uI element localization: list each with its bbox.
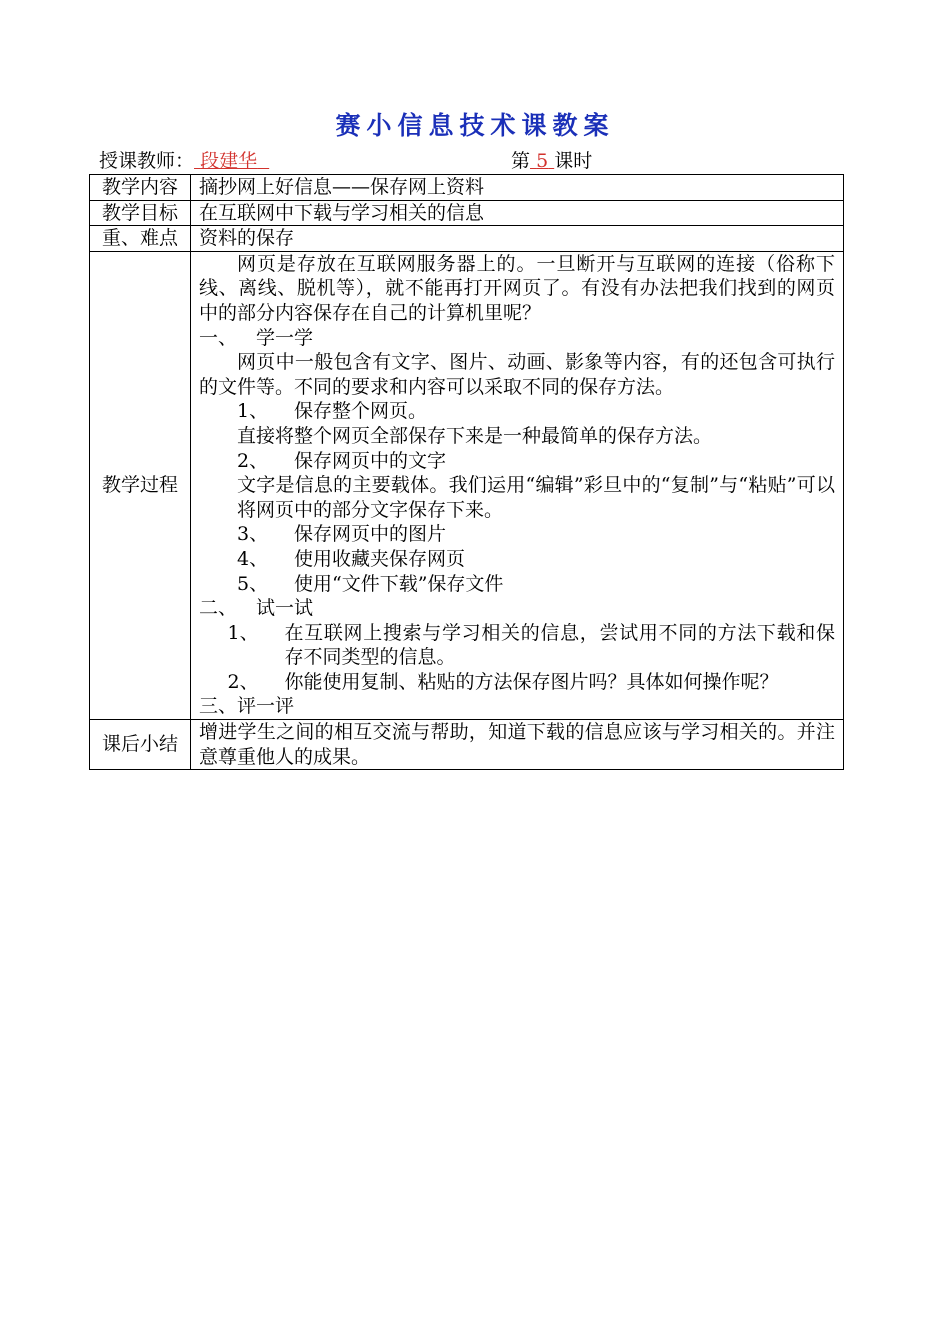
list-item: 5、 使用“文件下载”保存文件 (237, 572, 504, 595)
row-value: 摘抄网上好信息——保存网上资料 (191, 175, 844, 201)
row-value: 在互联网中下载与学习相关的信息 (191, 200, 844, 226)
row-label: 教学内容 (90, 175, 191, 201)
lesson-plan-table (89, 174, 844, 770)
list-item: 2、 你能使用复制、粘贴的方法保存图片吗？具体如何操作呢？ (227, 670, 779, 693)
section-heading: 一、 学一学 (199, 326, 314, 349)
lesson-prefix: 第 (511, 150, 531, 172)
row-teaching-process (90, 251, 844, 719)
row-key-points (90, 226, 844, 252)
list-item-body: 直接将整个网页全部保存下来是一种最简单的保存方法。 (237, 424, 713, 447)
row-label: 教学目标 (90, 200, 191, 226)
teacher-label: 授课教师： (99, 150, 195, 172)
list-item: 1、 在互联网上搜索与学习相关的信息，尝试用不同的方法下载和保存不同类型的信息。 (227, 621, 835, 669)
section-heading: 二、 试一试 (199, 597, 314, 620)
row-teaching-content (90, 175, 844, 201)
row-value: 资料的保存 (191, 226, 844, 252)
row-label: 课后小结 (90, 720, 191, 770)
row-value: 增进学生之间的相互交流与帮助，知道下载的信息应该与学习相关的。并注意尊重他人的成果。 (191, 720, 844, 770)
section-heading: 三、评一评 (199, 695, 295, 718)
process-content (191, 251, 844, 719)
lesson-number: 5 (536, 150, 549, 172)
list-item-body: 文字是信息的主要载体。我们运用“编辑”彩旦中的“复制”与“粘贴”可以将网页中的部分文字保存下来。 (237, 474, 835, 521)
section-paragraph: 网页中一般包含有文字、图片、动画、影象等内容，有的还包含可执行的文件等。不同的要求和内容可以采取不同的保存方法。 (199, 351, 835, 398)
row-summary (90, 720, 844, 770)
teacher-line (99, 148, 269, 174)
teacher-name: 段建华 (200, 150, 258, 172)
lesson-number-line (511, 148, 592, 174)
list-item: 3、 保存网页中的图片 (237, 523, 447, 546)
lesson-suffix: 课时 (554, 150, 593, 172)
row-teaching-goal (90, 200, 844, 226)
row-label: 教学过程 (90, 251, 191, 719)
list-item: 4、 使用收藏夹保存网页 (237, 547, 466, 570)
row-label: 重、难点 (90, 226, 191, 252)
process-intro: 网页是存放在互联网服务器上的。一旦断开与互联网的连接（俗称下线、离线、脱机等），就不能再打开网页了。有没有办法把我们找到的网页中的部分内容保存在自己的计算机里呢？ (199, 252, 835, 324)
list-item: 2、 保存网页中的文字 (237, 449, 447, 472)
document-title: 赛小信息技术课教案 (335, 111, 615, 140)
list-item: 1、 保存整个网页。 (237, 400, 428, 423)
